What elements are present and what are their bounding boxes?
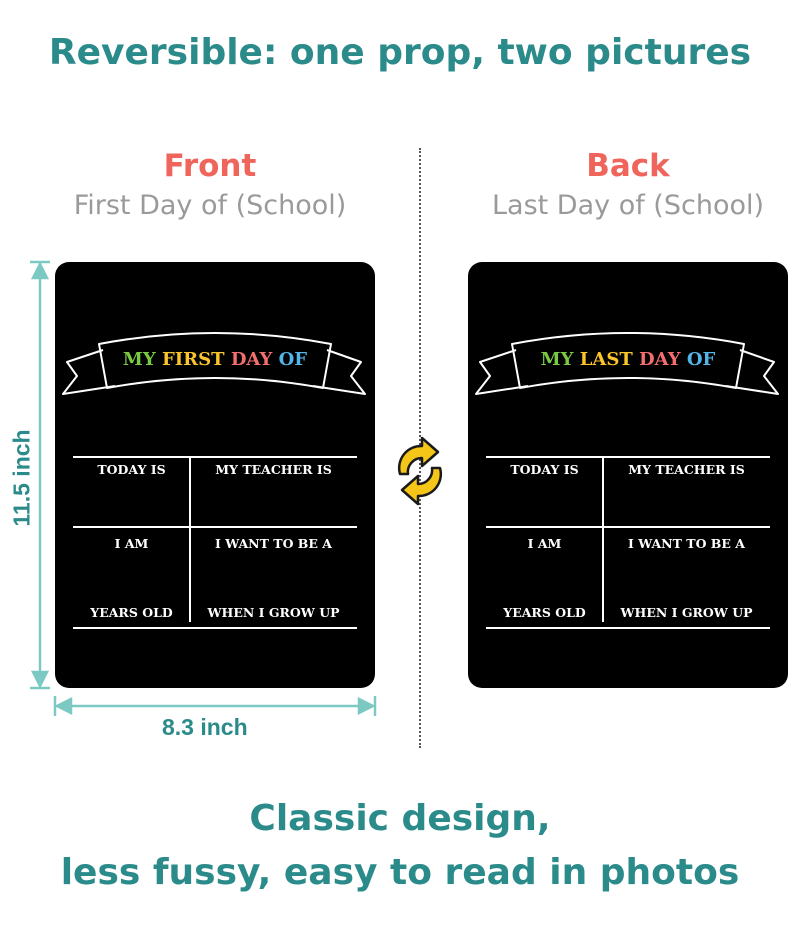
front-banner-word-2: FIRST <box>161 349 225 370</box>
reverse-arrows-icon <box>382 434 458 508</box>
front-subtitle: First Day of (School) <box>73 190 347 221</box>
back-field-teacher: MY TEACHER IS <box>628 462 745 477</box>
front-banner-word-1: MY <box>122 349 156 370</box>
back-banner-word-1: MY <box>540 349 574 370</box>
front-field-want: I WANT TO BE A <box>215 536 332 551</box>
front-banner-word-3: DAY <box>230 349 273 370</box>
back-banner-word-2: LAST <box>579 349 633 370</box>
back-field-years: YEARS OLD <box>503 605 586 620</box>
back-field-grow: WHEN I GROW UP <box>620 605 753 620</box>
front-field-i-am: I AM <box>114 536 149 551</box>
back-name: Back <box>586 148 670 184</box>
front-field-teacher: MY TEACHER IS <box>215 462 332 477</box>
front-name: Front <box>163 148 257 184</box>
back-subtitle: Last Day of (School) <box>491 190 765 221</box>
back-field-today: TODAY IS <box>510 462 579 477</box>
back-field-i-am: I AM <box>527 536 562 551</box>
back-banner-word-4: OF <box>686 349 716 370</box>
front-banner-word-4: OF <box>278 349 308 370</box>
back-banner-word-3: DAY <box>639 349 681 370</box>
width-label: 8.3 inch <box>162 714 248 740</box>
front-field-grow: WHEN I GROW UP <box>207 605 340 620</box>
footer-line-2: less fussy, easy to read in photos <box>60 852 740 893</box>
height-label: 11.5 inch <box>8 429 35 527</box>
back-field-want: I WANT TO BE A <box>628 536 745 551</box>
front-field-today: TODAY IS <box>97 462 166 477</box>
headline: Reversible: one prop, two pictures <box>48 32 752 73</box>
footer-line-1: Classic design, <box>249 798 551 839</box>
front-field-years: YEARS OLD <box>90 605 173 620</box>
